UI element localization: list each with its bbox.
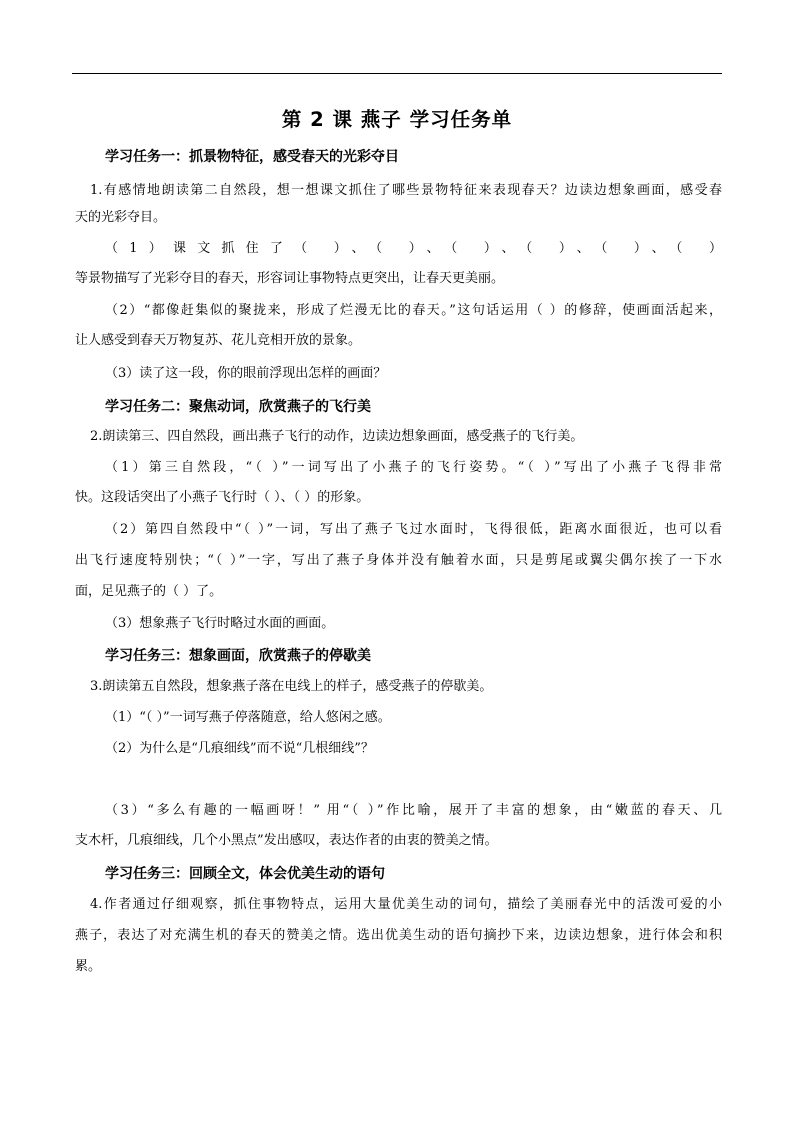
- task4-heading: 学习任务三：回顾全文，体会优美生动的语句: [105, 866, 385, 882]
- task1-sub3: （3）读了这一段，你的眼前浮现出怎样的画面？: [105, 366, 387, 381]
- task2-sub3: （3）想象燕子飞行时略过水面的画面。: [105, 616, 335, 631]
- task1-question-line1: 1.有感情地朗读第二自然段，想一想课文抓住了哪些景物特征来表现春天？边读边想象画面，感受春: [90, 183, 722, 198]
- page-title: 第 2 课 燕子 学习任务单: [281, 108, 513, 131]
- task2-sub2-line2: 出飞行速度特别快；“（ ）”一字，写出了燕子身体并没有触着水面，只是剪尾或翼尖偶尔挨了一下水: [75, 553, 722, 568]
- task4-question-line2: 燕子，表达了对充满生机的春天的赞美之情。选出优美生动的语句摘抄下来，边读边想象，进行体会和积: [75, 928, 722, 943]
- task1-sub2-line1: （2）“都像赶集似的聚拢来，形成了烂漫无比的春天。”这句话运用（ ）的修辞，使画面活起来，: [105, 303, 722, 318]
- task3-sub3-line1: （3）“多么有趣的一幅画呀！” 用“（ ）”作比喻，展开了丰富的想象，由“嫩蓝的春天、几: [105, 803, 722, 818]
- task3-heading: 学习任务三：想象画面，欣赏燕子的停歇美: [105, 648, 371, 664]
- task2-sub1-line2: 快。这段话突出了小燕子飞行时（ ）、（ ）的形象。: [75, 490, 370, 505]
- task1-sub1-line2: 等景物描写了光彩夺目的春天，形容词让事物特点更突出，让春天更美丽。: [75, 271, 505, 286]
- task1-sub1-line1: （1）课文抓住了（ ）、（ ）、（ ）、（ ）、（ ）、（ ）: [105, 241, 722, 256]
- task2-sub1-line1: （1）第三自然段，“（ ）”一词写出了小燕子的飞行姿势。“（ ）”写出了小燕子飞得非常: [105, 460, 722, 475]
- task4-question-line3: 累。: [75, 959, 102, 974]
- task1-heading: 学习任务一：抓景物特征，感受春天的光彩夺目: [105, 149, 399, 165]
- task3-sub3-line2: 支木杆，几痕细线，几个小黑点”发出感叹，表达作者的由衷的赞美之情。: [75, 833, 498, 848]
- task2-heading: 学习任务二：聚焦动词，欣赏燕子的飞行美: [105, 399, 371, 415]
- header-rule: [72, 73, 722, 74]
- task1-sub2-line2: 让人感受到春天万物复苏、花儿竞相开放的景象。: [75, 333, 362, 348]
- task3-sub1: （1）“（ ）”一词写燕子停落随意，给人悠闲之感。: [105, 710, 391, 725]
- task3-sub2: （2）为什么是“几痕细线”而不说“几根细线”？: [105, 741, 374, 756]
- task2-sub2-line1: （2）第四自然段中“（ ）”一词，写出了燕子飞过水面时，飞得很低，距离水面很近，也可以看: [105, 522, 722, 537]
- task3-question: 3.朗读第五自然段，想象燕子落在电线上的样子，感受燕子的停歇美。: [90, 679, 493, 694]
- task2-question: 2.朗读第三、四自然段，画出燕子飞行的动作，边读边想象画面，感受燕子的飞行美。: [90, 429, 584, 444]
- task1-question-line2: 天的光彩夺目。: [75, 210, 167, 225]
- task2-sub2-line3: 面，足见燕子的（ ）了。: [75, 584, 223, 599]
- task4-question-line1: 4.作者通过仔细观察，抓住事物特点，运用大量优美生动的词句，描绘了美丽春光中的活泼可爱的小: [90, 897, 722, 912]
